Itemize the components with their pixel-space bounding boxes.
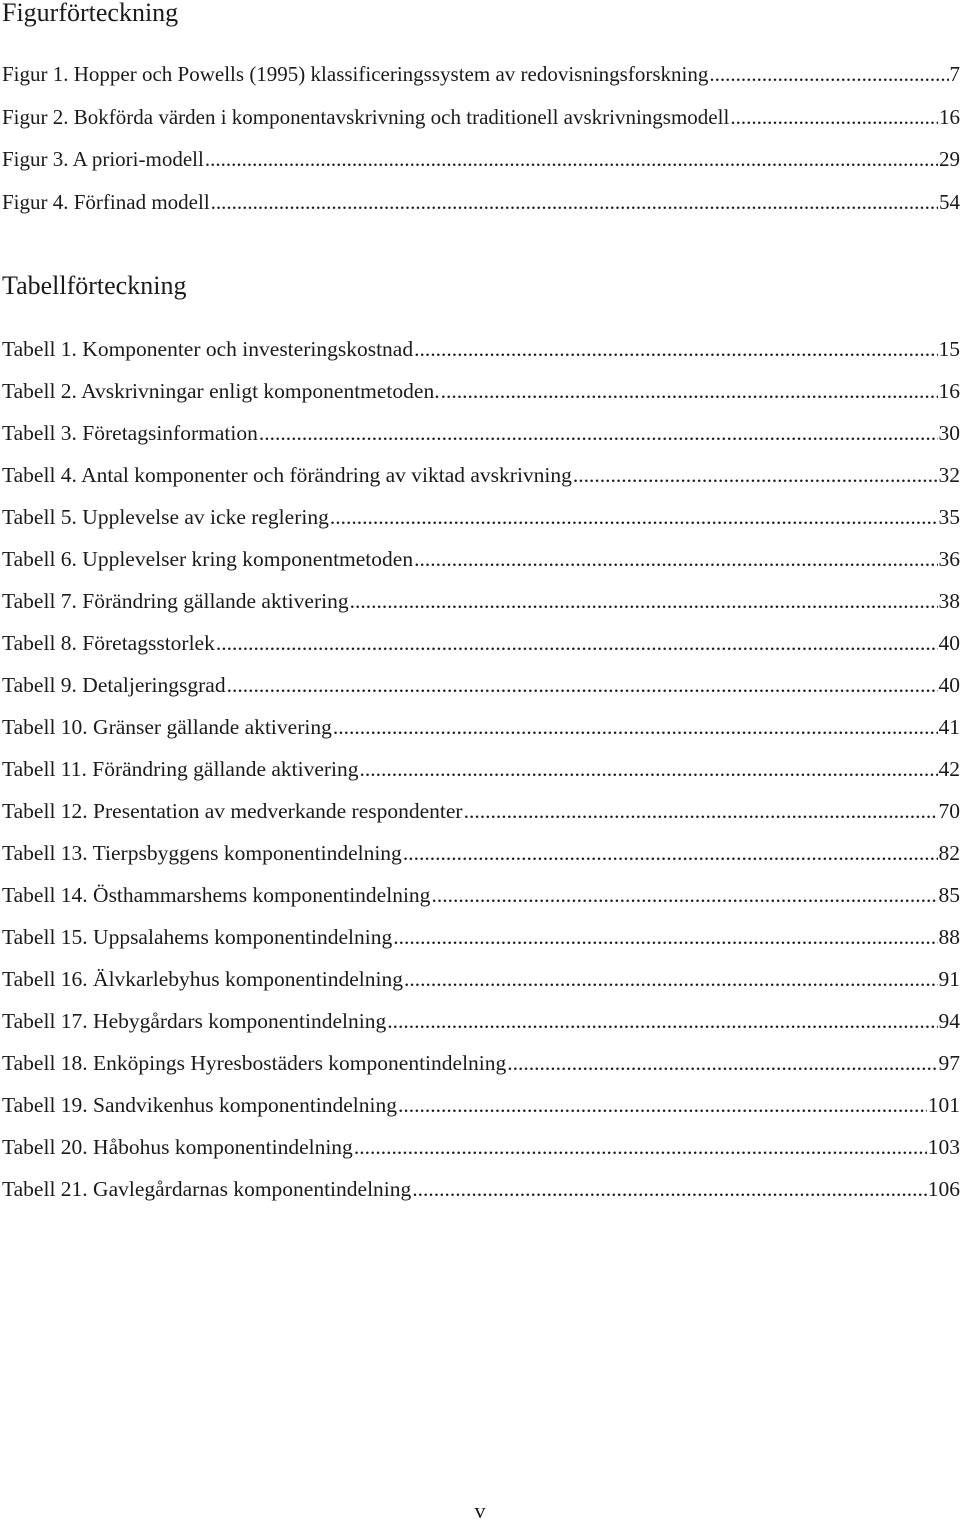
table-list-entry[interactable] (2, 672, 960, 714)
toc-entry-page: 40 (938, 631, 960, 655)
toc-entry-label: Tabell 8. Företagsstorlek (2, 631, 215, 655)
table-list-entry[interactable] (2, 798, 960, 840)
toc-entry-label: Tabell 4. Antal komponenter och förändring av viktad avskrivning (2, 463, 572, 487)
dot-leader (227, 672, 938, 698)
toc-entry-label: Tabell 21. Gavlegårdarnas komponentindelning (2, 1177, 412, 1201)
dot-leader (216, 630, 938, 656)
dot-leader (414, 546, 937, 572)
table-list-entry[interactable] (2, 462, 960, 504)
toc-entry-page: 15 (938, 337, 960, 361)
dot-leader (211, 189, 938, 215)
toc-entry-page: 38 (938, 589, 960, 613)
figure-list (2, 61, 960, 232)
toc-entry-page: 88 (938, 925, 960, 949)
dot-leader (412, 1176, 926, 1202)
dot-leader (205, 146, 938, 172)
toc-entry-label: Figur 4. Förfinad modell (2, 190, 210, 215)
dot-leader (350, 588, 938, 614)
toc-entry-label: Tabell 9. Detaljeringsgrad (2, 673, 226, 697)
toc-entry-page: 103 (927, 1135, 960, 1159)
figure-list-entry[interactable] (2, 146, 960, 189)
toc-entry-page: 16 (938, 379, 960, 403)
figure-list-entry[interactable] (2, 61, 960, 104)
table-list-entry[interactable] (2, 504, 960, 546)
toc-entry-label: Tabell 14. Östhammarshems komponentindelning (2, 883, 431, 907)
table-list-entry[interactable] (2, 924, 960, 966)
toc-entry-page: 7 (949, 62, 960, 86)
toc-entry-page: 30 (938, 421, 960, 445)
figure-list-entry[interactable] (2, 104, 960, 147)
table-list-entry[interactable] (2, 420, 960, 462)
dot-leader (387, 1008, 937, 1034)
dot-leader (403, 840, 938, 866)
toc-entry-page: 42 (938, 757, 960, 781)
toc-entry-page: 94 (938, 1009, 960, 1033)
dot-leader (507, 1050, 937, 1076)
toc-entry-label: Tabell 6. Upplevelser kring komponentmetoden (2, 547, 414, 571)
table-list (2, 336, 960, 1218)
dot-leader (354, 1134, 927, 1160)
toc-entry-label: Tabell 5. Upplevelse av icke reglering (2, 505, 329, 529)
toc-entry-label: Tabell 19. Sandvikenhus komponentindelning (2, 1093, 397, 1117)
table-list-entry[interactable] (2, 588, 960, 630)
toc-entry-page: 29 (939, 147, 960, 172)
toc-entry-page: 85 (938, 883, 960, 907)
toc-entry-label: Tabell 20. Håbohus komponentindelning (2, 1135, 353, 1159)
dot-leader (431, 882, 937, 908)
toc-entry-page: 101 (927, 1093, 960, 1117)
dot-leader (464, 798, 938, 824)
table-list-entry[interactable] (2, 1092, 960, 1134)
toc-entry-label: Tabell 2. Avskrivningar enligt komponentmetoden. (2, 379, 440, 403)
table-list-entry[interactable] (2, 1008, 960, 1050)
toc-entry-page: 35 (938, 505, 960, 529)
dot-leader (730, 104, 938, 130)
toc-entry-label: Tabell 16. Älvkarlebyhus komponentindelning (2, 967, 403, 991)
table-list-entry[interactable] (2, 840, 960, 882)
toc-entry-label: Tabell 3. Företagsinformation (2, 421, 258, 445)
toc-entry-page: 97 (938, 1051, 960, 1075)
dot-leader (393, 924, 937, 950)
table-list-entry[interactable] (2, 714, 960, 756)
toc-entry-label: Tabell 13. Tierpsbyggens komponentindelning (2, 841, 402, 865)
toc-entry-page: 41 (938, 715, 960, 739)
toc-entry-page: 16 (939, 104, 960, 129)
dot-leader (398, 1092, 927, 1118)
table-list-entry[interactable] (2, 336, 960, 378)
toc-entry-page: 36 (938, 547, 960, 571)
table-list-heading: Tabellförteckning (2, 271, 187, 300)
dot-leader (333, 714, 938, 740)
table-list-entry[interactable] (2, 1176, 960, 1218)
toc-entry-page: 54 (939, 190, 960, 215)
table-list-entry[interactable] (2, 1050, 960, 1092)
table-list-entry[interactable] (2, 756, 960, 798)
table-list-entry[interactable] (2, 378, 960, 420)
toc-entry-label: Tabell 15. Uppsalahems komponentindelning (2, 925, 393, 949)
toc-entry-page: 70 (938, 799, 960, 823)
dot-leader (414, 336, 937, 362)
toc-entry-label: Tabell 10. Gränser gällande aktivering (2, 715, 332, 739)
table-list-entry[interactable] (2, 882, 960, 924)
toc-entry-label: Tabell 17. Hebygårdars komponentindelning (2, 1009, 387, 1033)
toc-entry-label: Tabell 11. Förändring gällande aktivering (2, 757, 359, 781)
dot-leader (360, 756, 938, 782)
dot-leader (330, 504, 938, 530)
toc-entry-page: 32 (938, 463, 960, 487)
table-list-entry[interactable] (2, 966, 960, 1008)
dot-leader (573, 462, 938, 488)
toc-entry-label: Figur 2. Bokförda värden i komponentavskrivning och traditionell avskrivningsmodell (2, 104, 730, 129)
table-list-entry[interactable] (2, 546, 960, 588)
toc-entry-label: Figur 3. A priori-modell (2, 147, 204, 172)
toc-entry-page: 91 (938, 967, 960, 991)
toc-entry-label: Tabell 12. Presentation av medverkande respondenter (2, 799, 463, 823)
toc-entry-page: 82 (938, 841, 960, 865)
dot-leader (404, 966, 938, 992)
toc-entry-label: Tabell 1. Komponenter och investeringskostnad (2, 337, 414, 361)
table-list-entry[interactable] (2, 1134, 960, 1176)
table-list-entry[interactable] (2, 630, 960, 672)
toc-entry-label: Tabell 18. Enköpings Hyresbostäders komponentindelning (2, 1051, 507, 1075)
page-number: v (474, 1498, 486, 1523)
figure-list-entry[interactable] (2, 189, 960, 232)
dot-leader (709, 61, 948, 87)
dot-leader (259, 420, 938, 446)
toc-entry-label: Tabell 7. Förändring gällande aktivering (2, 589, 349, 613)
toc-entry-page: 106 (927, 1177, 960, 1201)
dot-leader (441, 378, 938, 404)
toc-entry-label: Figur 1. Hopper och Powells (1995) klassificeringssystem av redovisningsforskning (2, 62, 709, 86)
figure-list-heading: Figurförteckning (2, 0, 179, 27)
toc-entry-page: 40 (938, 673, 960, 697)
